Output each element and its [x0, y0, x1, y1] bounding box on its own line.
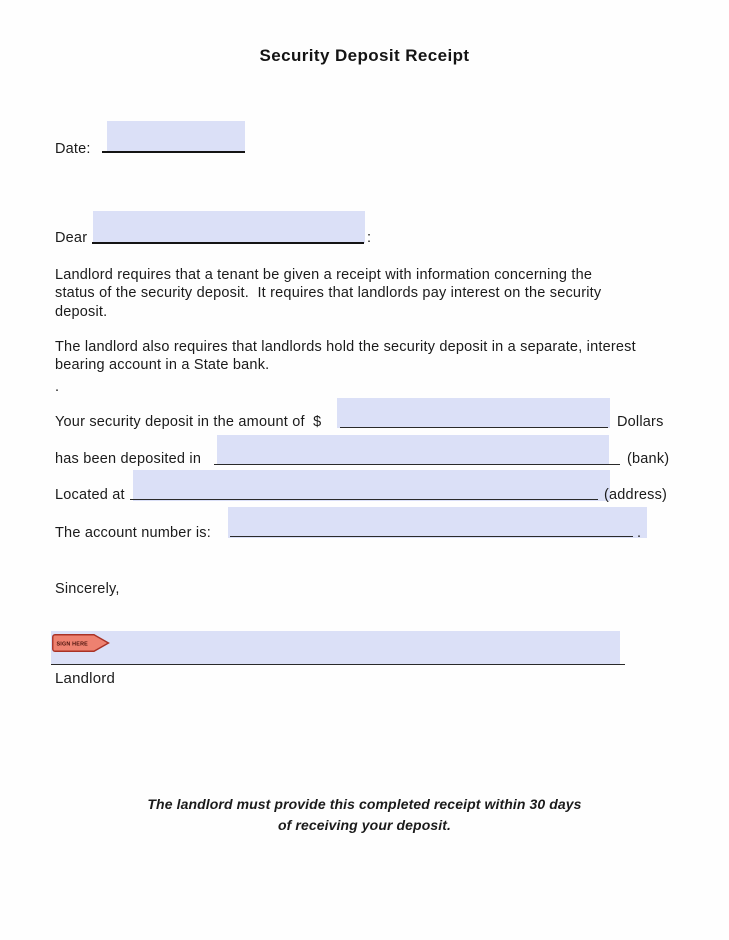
signature-underline — [51, 664, 625, 665]
paragraph-line: bearing account in a State bank. — [55, 357, 270, 374]
date-label: Date: — [55, 141, 91, 157]
amount-field[interactable] — [337, 398, 610, 428]
footer-line: The landlord must provide this completed receipt within 30 days — [147, 796, 582, 812]
sign-here-tag[interactable] — [52, 634, 110, 652]
amount-suffix: Dollars — [617, 414, 664, 430]
paragraph-line: status of the security deposit. It requires that landlords pay interest on the security — [55, 285, 602, 302]
sign-here-label: SIGN HERE — [56, 641, 88, 648]
address-field[interactable] — [133, 470, 610, 501]
paragraph-line: The landlord also requires that landlords hold the security deposit in a separate, interest — [55, 339, 636, 355]
bank-suffix: (bank) — [627, 451, 670, 467]
account-field[interactable] — [228, 507, 647, 538]
date-field[interactable] — [107, 121, 245, 152]
bank-field[interactable] — [217, 435, 609, 465]
salutation-colon: : — [367, 230, 372, 246]
address-suffix: (address) — [604, 487, 668, 503]
landlord-label: Landlord — [55, 670, 115, 687]
footer-note — [0, 794, 729, 836]
bank-underline — [214, 464, 620, 465]
paragraph-line: Landlord requires that a tenant be given a receipt with information concerning the — [55, 267, 593, 283]
date-underline — [102, 151, 245, 153]
recipient-underline — [92, 242, 364, 244]
amount-row-prefix: Your security deposit in the amount of $ — [55, 414, 322, 430]
body-paragraph-1 — [55, 266, 601, 321]
paragraph-line: deposit. — [55, 303, 108, 320]
footer-line: of receiving your deposit. — [278, 817, 451, 833]
sincerely-text: Sincerely, — [55, 581, 120, 597]
bank-row-prefix: has been deposited in — [55, 451, 202, 467]
amount-underline — [340, 427, 608, 428]
body-paragraph-2 — [55, 338, 636, 375]
stray-period: . — [55, 379, 60, 395]
signature-field[interactable] — [51, 631, 620, 665]
account-suffix: . — [637, 525, 642, 541]
account-underline — [230, 536, 633, 537]
address-underline — [130, 499, 598, 500]
account-row-prefix: The account number is: — [55, 525, 211, 541]
salutation-label: Dear — [55, 230, 88, 246]
recipient-name-field[interactable] — [93, 211, 365, 243]
document-title: Security Deposit Receipt — [259, 46, 470, 65]
address-row-prefix: Located at — [55, 487, 125, 503]
